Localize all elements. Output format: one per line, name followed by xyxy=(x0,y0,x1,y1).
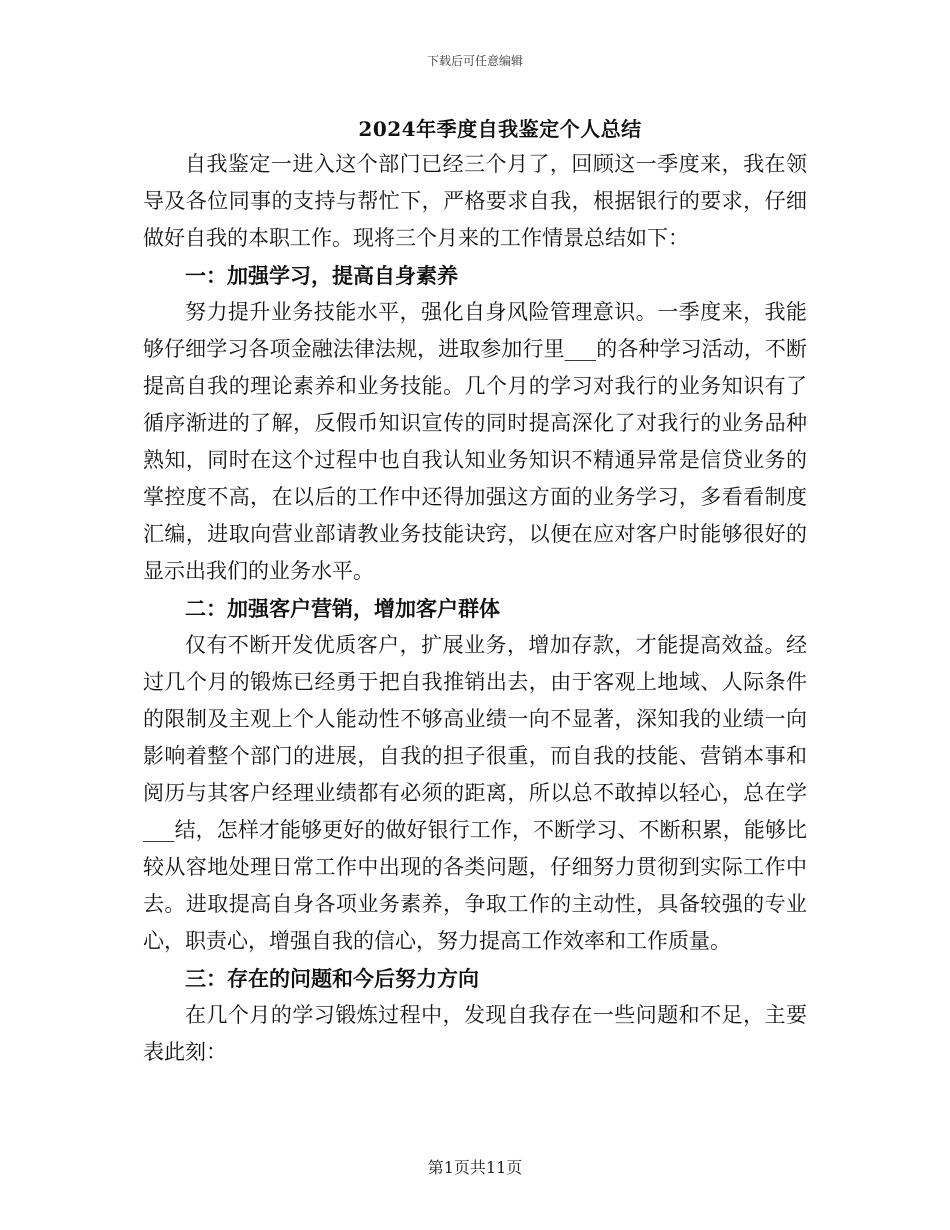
page-number: 第1页共11页 xyxy=(427,1158,523,1177)
section-heading-1: 一：加强学习，提高自身素养 xyxy=(185,263,458,288)
document-body xyxy=(143,146,807,1071)
section-heading-3: 三：存在的问题和今后努力方向 xyxy=(185,966,479,991)
section-body-2: 仅有不断开发优质客户，扩展业务，增加存款，才能提高效益。经过几个月的锻炼已经勇于把自我推销出去，由于客观上地域、人际条件的限制及主观上个人能动性不够高业绩一向不显著，深知我的业绩一向影响着整个部门的进展，自我的担子很重，而自我的技能、营销本事和阅历与其客户经理业绩都有必须的距离，所以总不敢掉以轻心，总在学___结，怎样才能够更好的做好银行工作，不断学习、不断积累，能够比较从容地处理日常工作中出现的各类问题，仔细努力贯彻到实际工作中去。进取提高自身各项业务素养，争取工作的主动性，具备较强的专业心，职责心，增强自我的信心，努力提高工作效率和工作质量。 xyxy=(143,633,807,953)
header-note: 下载后可任意编辑 xyxy=(426,54,523,68)
section-body-3: 在几个月的学习锻炼过程中，发现自我存在一些问题和不足，主要表此刻： xyxy=(143,1003,807,1064)
document-title: 2024年季度自我鉴定个人总结 xyxy=(358,117,642,141)
section-body-1: 努力提升业务技能水平，强化自身风险管理意识。一季度来，我能够仔细学习各项金融法律法规，进取参加行里___的各种学习活动，不断提高自我的理论素养和业务技能。几个月的学习对我行的业务知识有了循序渐进的了解，反假币知识宣传的同时提高深化了对我行的业务品种熟知，同时在这个过程中也自我认知业务知识不精通异常是信贷业务的掌控度不高，在以后的工作中还得加强这方面的业务学习，多看看制度汇编，进取向营业部请教业务技能诀窍，以便在应对客户时能够很好的显示出我们的业务水平。 xyxy=(143,300,807,583)
intro-paragraph: 自我鉴定一进入这个部门已经三个月了，回顾这一季度来，我在领导及各位同事的支持与帮忙下，严格要求自我，根据银行的要求，仔细做好自我的本职工作。现将三个月来的工作情景总结如下： xyxy=(143,152,807,250)
section-heading-2: 二：加强客户营销，增加客户群体 xyxy=(185,596,500,621)
